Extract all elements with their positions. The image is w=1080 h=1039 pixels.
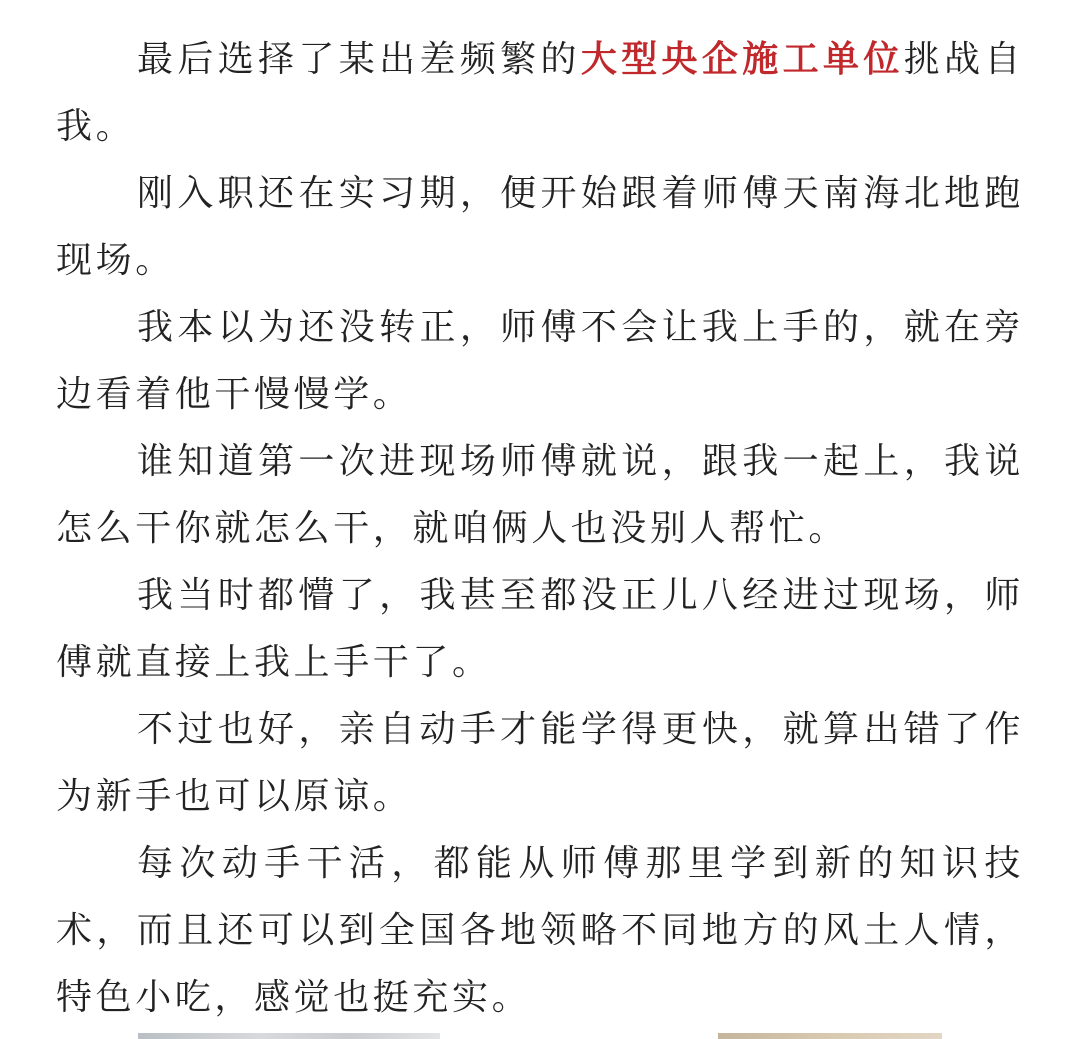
paragraph-1-text-a: 最后选择了某出差频繁的 (137, 39, 581, 80)
paragraph-2: 刚入职还在实习期，便开始跟着师傅天南海北地跑现场。 (56, 173, 1024, 281)
paragraph-3: 我本以为还没转正，师傅不会让我上手的，就在旁边看着他干慢慢学。 (56, 307, 1024, 415)
highlighted-company-text: 大型央企施工单位 (580, 39, 904, 80)
paragraph-7: 每次动手干活，都能从师傅那里学到新的知识技术，而且还可以到全国各地领略不同地方的风土人情，特色小吃，感觉也挺充实。 (56, 843, 1024, 1018)
paragraph-1-text-b: 挑战自我。 (56, 39, 1024, 147)
cropped-photo-right (718, 1033, 942, 1039)
cropped-photo-left (138, 1033, 440, 1039)
cropped-image-strip (0, 1031, 1080, 1039)
paragraph-4: 谁知道第一次进现场师傅就说，跟我一起上，我说怎么干你就怎么干，就咱俩人也没别人帮忙。 (56, 441, 1024, 549)
paragraph-5: 我当时都懵了，我甚至都没正儿八经进过现场，师傅就直接上我上手干了。 (56, 575, 1024, 683)
paragraph-6: 不过也好，亲自动手才能学得更快，就算出错了作为新手也可以原谅。 (56, 709, 1024, 817)
paragraph-1 (56, 26, 1024, 160)
